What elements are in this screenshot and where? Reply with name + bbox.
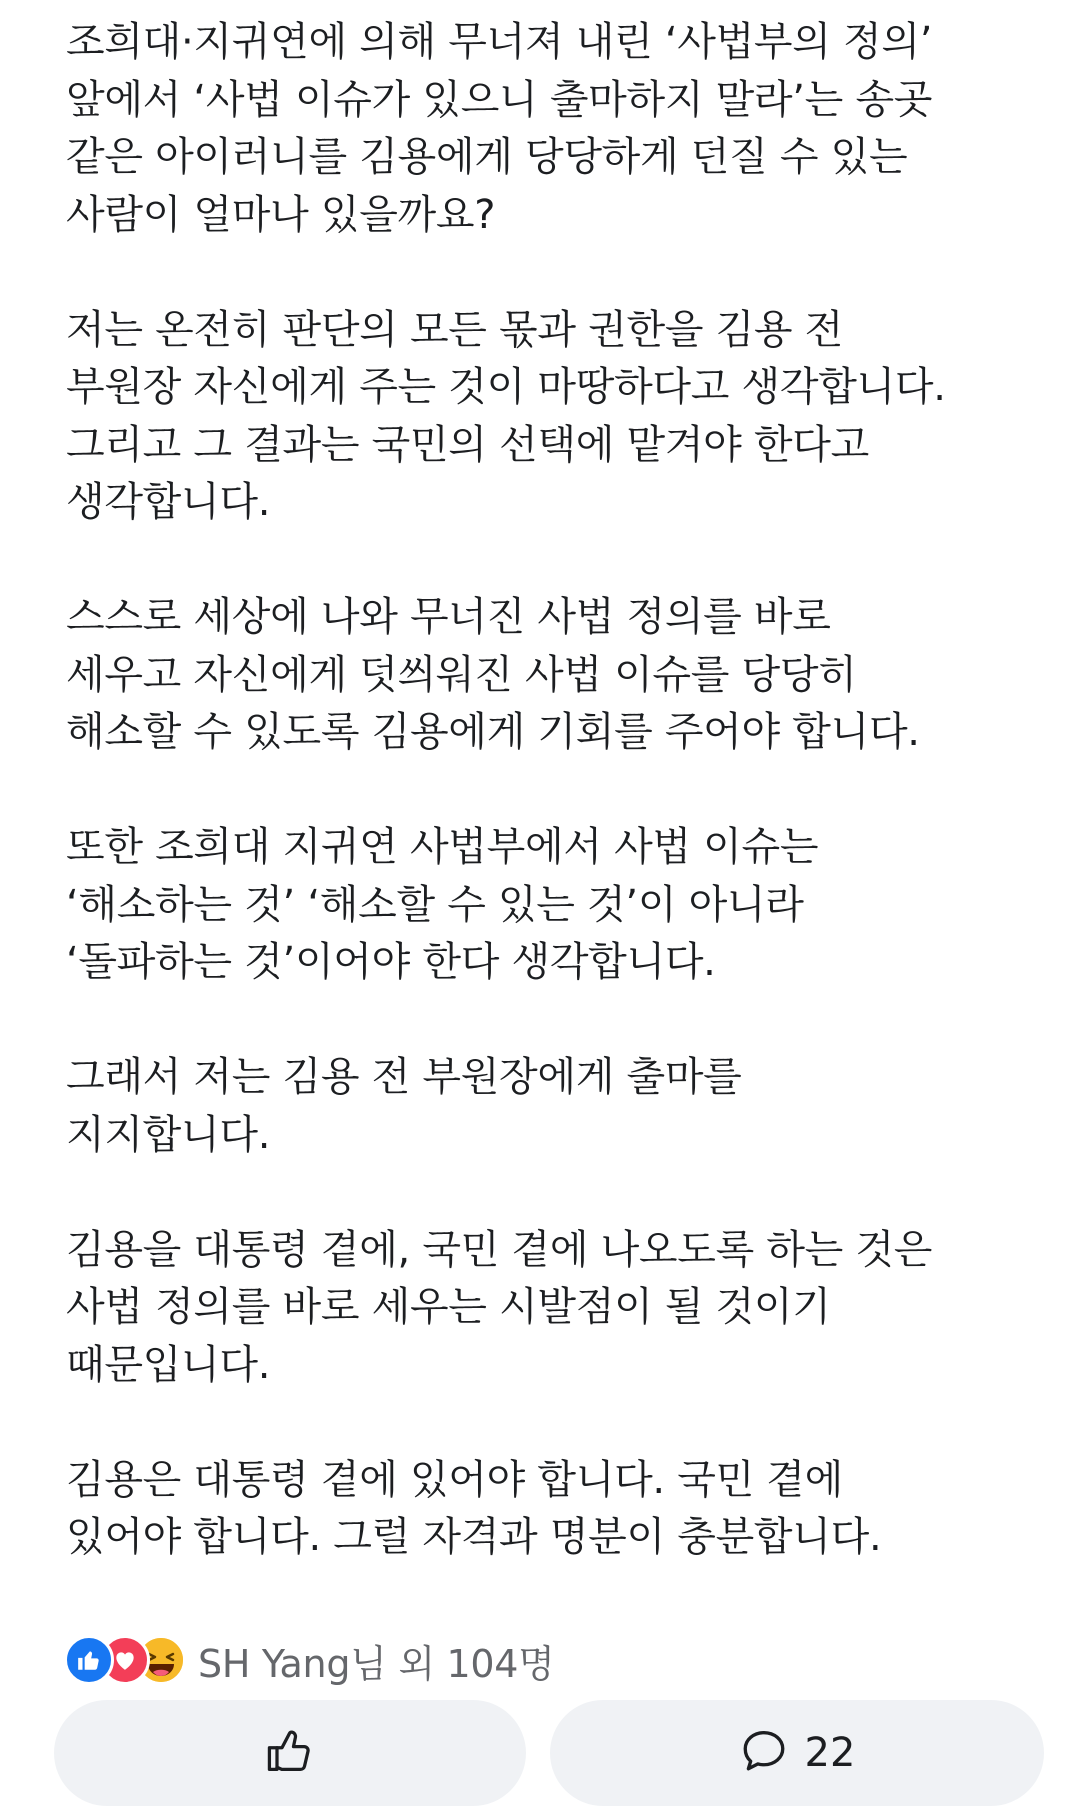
post-line: 있어야 합니다. 그럴 자격과 명분이 충분합니다. — [66, 1514, 882, 1560]
post-line: 스스로 세상에 나와 무너진 사법 정의를 바로 — [66, 594, 831, 640]
post-line: 생각합니다. — [66, 479, 271, 525]
reactions-bar[interactable] — [64, 1632, 555, 1688]
comment-bubble-icon — [739, 1726, 789, 1780]
post-line: 세우고 자신에게 덧씌워진 사법 이슈를 당당히 — [66, 651, 857, 698]
comment-count: 22 — [804, 1730, 856, 1776]
post-line: 저는 온전히 판단의 모든 몫과 권한을 김용 전 — [66, 306, 844, 353]
reaction-summary[interactable]: SH Yang님 외 104명 — [198, 1641, 555, 1686]
post-line: 사법 정의를 바로 세우는 시발점이 될 것이기 — [66, 1284, 831, 1330]
post-line: 앞에서 ‘사법 이슈가 있으니 출마하지 말라’는 송곳 — [66, 76, 933, 123]
post-line: 김용을 대통령 곁에, 국민 곁에 나오도록 하는 것은 — [66, 1226, 933, 1273]
comment-button[interactable] — [550, 1700, 1044, 1806]
post-line: ‘해소하는 것’ ‘해소할 수 있는 것’이 아니라 — [66, 881, 804, 928]
like-icon — [64, 1635, 114, 1685]
post-line: 때문입니다. — [66, 1341, 271, 1388]
post-line: 또한 조희대 지귀연 사법부에서 사법 이슈는 — [66, 824, 819, 870]
action-bar — [54, 1700, 1044, 1806]
post-line: 지지합니다. — [66, 1111, 271, 1158]
post-paragraph — [66, 1049, 1026, 1164]
post-line: 그리고 그 결과는 국민의 선택에 맡겨야 한다고 — [66, 421, 869, 468]
post-line: 부원장 자신에게 주는 것이 마땅하다고 생각합니다. — [66, 364, 946, 410]
post-line: 김용은 대통령 곁에 있어야 합니다. 국민 곁에 — [66, 1456, 844, 1503]
post-line: 해소할 수 있도록 김용에게 기회를 주어야 합니다. — [66, 709, 920, 755]
post-paragraph — [66, 1452, 1026, 1567]
post-line: 그래서 저는 김용 전 부원장에게 출마를 — [66, 1054, 742, 1100]
post-line: 같은 아이러니를 김용에게 당당하게 던질 수 있는 — [66, 134, 908, 180]
reaction-icons[interactable] — [64, 1635, 172, 1685]
post-paragraph — [66, 589, 1026, 762]
like-button[interactable] — [54, 1700, 526, 1806]
post-line: ‘돌파하는 것’이어야 한다 생각합니다. — [66, 939, 716, 985]
post-paragraph — [66, 819, 1026, 992]
post-paragraph — [66, 1222, 1026, 1395]
post-paragraph — [66, 302, 1026, 532]
post-line: 조희대·지귀연에 의해 무너져 내린 ‘사법부의 정의’ — [66, 19, 933, 65]
post-paragraph — [66, 14, 1026, 244]
thumbs-up-icon — [264, 1725, 316, 1781]
post-line: 사람이 얼마나 있을까요? — [66, 191, 496, 238]
post-body — [66, 14, 1026, 1567]
